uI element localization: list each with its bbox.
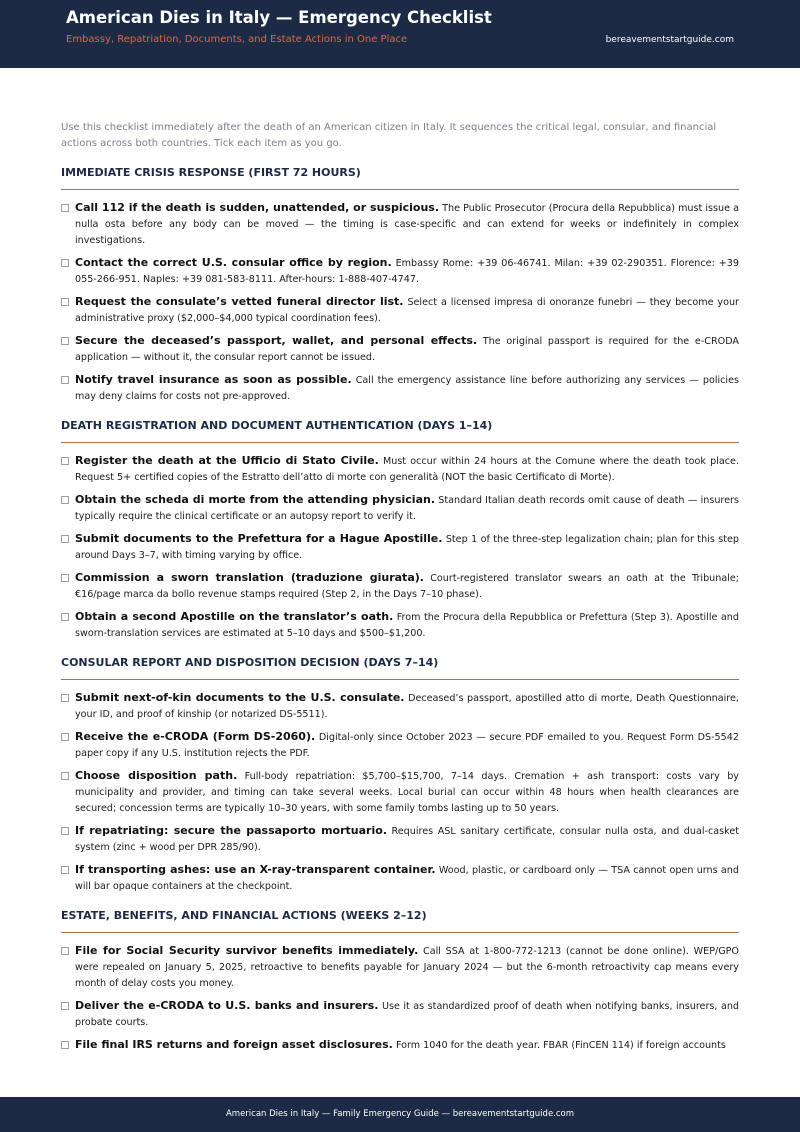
item-heading: Receive the e-CRODA (Form DS-2060). [75,730,316,743]
item-description: Must occur within 24 hours at the Comune where the death took place. Request 5+ certified copies of the Estratto dell’atto di morte con generalità (NOT the basic Certificato di Morte). [75,456,739,483]
checklist-item [61,531,739,564]
item-heading: If repatriating: secure the passaporto mortuario. [75,824,387,837]
section-title: IMMEDIATE CRISIS RESPONSE (FIRST 72 HOURS) [61,166,739,190]
item-heading: Commission a sworn translation (traduzione giurata). [75,571,424,584]
item-description: Call the emergency assistance line before authorizing any services — policies may deny claims for costs not pre-approved. [75,375,739,402]
item-description: Call SSA at 1-800-772-1213 (cannot be done online). WEP/GPO were repealed on January 5, 2025, retroactive to benefits payable for January 2024 — but the 6-month retroactivity cap means every month of delay costs you money. [75,946,739,989]
checkbox[interactable] [61,496,69,504]
checkbox[interactable] [61,613,69,621]
checkbox[interactable] [61,457,69,465]
item-heading: Register the death at the Ufficio di Stato Civile. [75,454,379,467]
item-description: Court-registered translator swears an oath at the Tribunale; €16/page marca da bollo revenue stamps required (Step 2, in the Days 7–10 phase). [75,573,740,600]
checkbox[interactable] [61,574,69,582]
item-description: Form 1040 for the death year. FBAR (FinCEN 114) if foreign accounts [395,1040,726,1051]
item-heading: Obtain a second Apostille on the translator’s oath. [75,610,394,623]
checkbox[interactable] [61,535,69,543]
item-heading: Choose disposition path. [75,769,238,782]
checklist-section [61,909,739,1054]
checklist-items [61,943,739,1054]
checklist-item [61,294,739,327]
page-footer [0,1097,800,1132]
item-heading: Notify travel insurance as soon as possible. [75,373,352,386]
item-heading: Request the consulate’s vetted funeral director list. [75,295,404,308]
checkbox[interactable] [61,866,69,874]
checklist-item [61,453,739,486]
checklist-section [61,419,739,642]
item-description: Use it as standardized proof of death when notifying banks, insurers, and probate courts. [75,1001,739,1028]
item-description: Requires ASL sanitary certificate, consular nulla osta, and dual-casket system (zinc + wood per DPR 285/90). [75,826,739,853]
page-title: American Dies in Italy — Emergency Checklist [66,8,492,27]
checklist-item [61,200,739,249]
checkbox[interactable] [61,204,69,212]
item-description: Step 1 of the three-step legalization chain; plan for this step around Days 3–7, with timing varying by office. [75,534,739,561]
checklist-item [61,998,739,1031]
checklist-section [61,656,739,895]
item-heading: Submit documents to the Prefettura for a Hague Apostille. [75,532,443,545]
checklist-item [61,690,739,723]
item-heading: Obtain the scheda di morte from the attending physician. [75,493,436,506]
item-description: Digital-only since October 2023 — secure PDF emailed to you. Request Form DS-5542 paper copy if any U.S. institution rejects the PDF. [75,732,739,759]
intro-text: Use this checklist immediately after the death of an American citizen in Italy. It sequences the critical legal, consular, and financial actions across both countries. Tick each item as you go. [61,122,717,149]
item-description: The Public Prosecutor (Procura della Repubblica) must issue a nulla osta before any body can be moved — the timing is case-specific and can extend for weeks or indefinitely in complex investigations. [75,203,739,246]
checklist-item [61,823,739,856]
section-title: ESTATE, BENEFITS, AND FINANCIAL ACTIONS (WEEKS 2–12) [61,909,739,933]
item-description: Select a licensed impresa di onoranze funebri — they become your administrative proxy ($2,000–$4,000 typical coordination fees). [75,297,739,324]
checklist-items [61,453,739,642]
page-subtitle: Embassy, Repatriation, Documents, and Estate Actions in One Place [66,34,408,45]
checkbox[interactable] [61,827,69,835]
footer-text: American Dies in Italy — Family Emergency Guide — bereavementstartguide.com [225,1109,575,1119]
checklist-content [61,120,739,1068]
checklist-item [61,943,739,992]
item-description: Embassy Rome: +39 06-46741. Milan: +39 02-290351. Florence: +39 055-266-951. Naples: +39 081-583-8111. After-hours: 1-888-407-4747. [75,258,739,285]
checklist-section [61,166,739,405]
item-heading: Secure the deceased’s passport, wallet, and personal effects. [75,334,478,347]
checkbox[interactable] [61,772,69,780]
item-description: From the Procura della Repubblica or Prefettura (Step 3). Apostille and sworn-translation services are estimated at 5–10 days and $500–$1,200. [75,612,739,639]
item-description: Standard Italian death records omit cause of death — insurers typically require the clinical certificate or an autopsy report to verify it. [75,495,739,522]
site-url[interactable]: bereavementstartguide.com [605,35,734,45]
checklist-item [61,768,739,817]
item-heading: Call 112 if the death is sudden, unattended, or suspicious. [75,201,440,214]
checklist-items [61,200,739,405]
checklist-sections [61,166,739,1054]
checkbox[interactable] [61,947,69,955]
item-description: The original passport is required for the e-CRODA application — without it, the consular report cannot be issued. [75,336,739,363]
checkbox[interactable] [61,337,69,345]
checkbox[interactable] [61,1002,69,1010]
checkbox[interactable] [61,1041,69,1049]
checklist-item [61,333,739,366]
checklist-item [61,492,739,525]
item-description: Deceased’s passport, apostilled atto di morte, Death Questionnaire, your ID, and proof of kinship (or notarized DS-5511). [75,693,739,720]
item-heading: Submit next-of-kin documents to the U.S. consulate. [75,691,405,704]
checklist-item [61,609,739,642]
checkbox[interactable] [61,259,69,267]
item-heading: File final IRS returns and foreign asset disclosures. [75,1038,393,1051]
checkbox[interactable] [61,376,69,384]
checklist-items [61,690,739,895]
item-heading: File for Social Security survivor benefits immediately. [75,944,419,957]
checklist-item [61,570,739,603]
checkbox[interactable] [61,694,69,702]
section-title: DEATH REGISTRATION AND DOCUMENT AUTHENTICATION (DAYS 1–14) [61,419,739,443]
item-heading: Contact the correct U.S. consular office by region. [75,256,392,269]
item-heading: Deliver the e-CRODA to U.S. banks and insurers. [75,999,379,1012]
item-heading: If transporting ashes: use an X-ray-transparent container. [75,863,436,876]
checkbox[interactable] [61,298,69,306]
checklist-item [61,729,739,762]
checklist-item [61,372,739,405]
item-description: Full-body repatriation: $5,700–$15,700, 7–14 days. Cremation + ash transport: costs vary by municipality and provider, and timing can take several weeks. Local burial can occur within 48 hours when health clearances are secured; concession terms are typically 10–30 years, with some family tombs lasting up to 50 years. [75,771,739,814]
section-title: CONSULAR REPORT AND DISPOSITION DECISION (DAYS 7–14) [61,656,739,680]
page-header [0,0,800,68]
checklist-item [61,862,739,895]
checklist-item [61,1037,739,1054]
checklist-item [61,255,739,288]
checkbox[interactable] [61,733,69,741]
item-description: Wood, plastic, or cardboard only — TSA cannot open urns and will bar opaque containers at the checkpoint. [75,865,739,892]
